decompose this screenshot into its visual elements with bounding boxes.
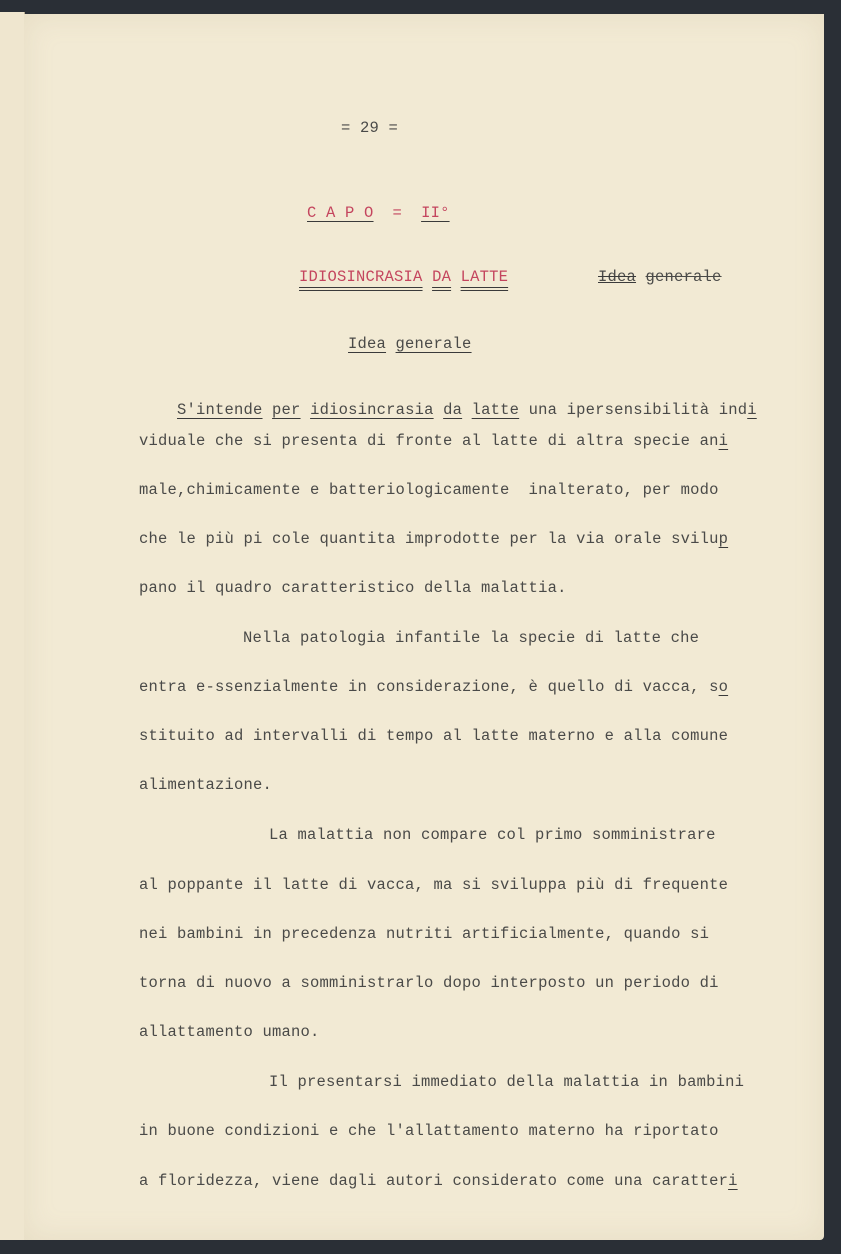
page-number: = 29 =: [341, 119, 399, 137]
subheading-word-1: Idea: [348, 335, 387, 353]
hyphen-mark: o: [718, 678, 729, 696]
body-text: viduale che si presenta di fronte al latte di altra specie an: [139, 432, 719, 450]
struck-word: Idea: [598, 268, 637, 286]
chapter-heading: [269, 186, 450, 240]
document-page: [24, 14, 824, 1240]
body-text: La malattia non compare col primo somministrare: [269, 826, 716, 844]
struck-tail: generale: [645, 268, 722, 286]
hyphen-mark: i: [718, 432, 729, 450]
body-line: [139, 727, 728, 745]
body-line: [139, 530, 728, 548]
underlined-word: da: [443, 401, 463, 419]
hyphen-mark: p: [718, 530, 729, 548]
body-text: torna di nuovo a somministrarlo dopo interposto un periodo di: [139, 974, 719, 992]
facing-page-edge: [0, 12, 25, 1240]
body-line: [139, 432, 728, 450]
hyphen-mark: i: [747, 401, 757, 419]
body-text: in buone condizioni e che l'allattamento materno ha riportato: [139, 1122, 719, 1140]
body-line: [269, 826, 716, 844]
body-text: a floridezza, viene dagli autori considerato come una caratter: [139, 1172, 729, 1190]
subheading-word-2: generale: [395, 335, 472, 353]
body-text: Nella patologia infantile la specie di latte che: [243, 629, 700, 647]
body-line: [139, 1172, 738, 1190]
body-line: [139, 383, 757, 437]
body-text: male,chimicamente e batteriologicamente inalterato, per modo: [139, 481, 719, 499]
chapter-label: C A P O: [307, 204, 374, 222]
body-line: [139, 579, 567, 597]
body-text: allattamento umano.: [139, 1023, 320, 1041]
body-text: pano il quadro caratteristico della malattia.: [139, 579, 567, 597]
body-line: [139, 1122, 719, 1140]
body-line: [139, 481, 719, 499]
chapter-title: [261, 250, 508, 304]
title-part-1: IDIOSINCRASIA: [299, 268, 423, 286]
body-line: [139, 678, 728, 696]
body-text: entra e-ssenzialmente in considerazione, è quello di vacca, s: [139, 678, 719, 696]
body-line: [139, 925, 709, 943]
chapter-number: II°: [421, 204, 450, 222]
body-text: nei bambini in precedenza nutriti artificialmente, quando si: [139, 925, 710, 943]
body-text: stituito ad intervalli di tempo al latte materno e alla comune: [139, 727, 729, 745]
subheading: [310, 317, 472, 371]
chapter-separator: =: [392, 204, 403, 222]
body-text: alimentazione.: [139, 776, 273, 794]
body-text: al poppante il latte di vacca, ma si sviluppa più di frequente: [139, 876, 729, 894]
body-line: [243, 629, 699, 647]
underlined-word: idiosincrasia: [310, 401, 434, 419]
body-line: [139, 776, 272, 794]
underlined-word: S'intende: [177, 401, 263, 419]
body-line: [139, 974, 719, 992]
body-line: [139, 876, 728, 894]
underlined-word: latte: [471, 401, 520, 419]
title-part-2: DA: [432, 268, 452, 286]
body-text: Il presentarsi immediato della malattia in bambini: [269, 1073, 745, 1091]
struck-note: [560, 250, 722, 304]
body-line: [139, 1023, 320, 1041]
title-part-3: LATTE: [460, 268, 509, 286]
hyphen-mark: i: [728, 1172, 738, 1190]
body-text: una ipersensibilità ind: [519, 401, 748, 419]
body-line: [269, 1073, 744, 1091]
body-text: che le più pi cole quantita improdotte per la via orale svilu: [139, 530, 719, 548]
underlined-word: per: [272, 401, 301, 419]
